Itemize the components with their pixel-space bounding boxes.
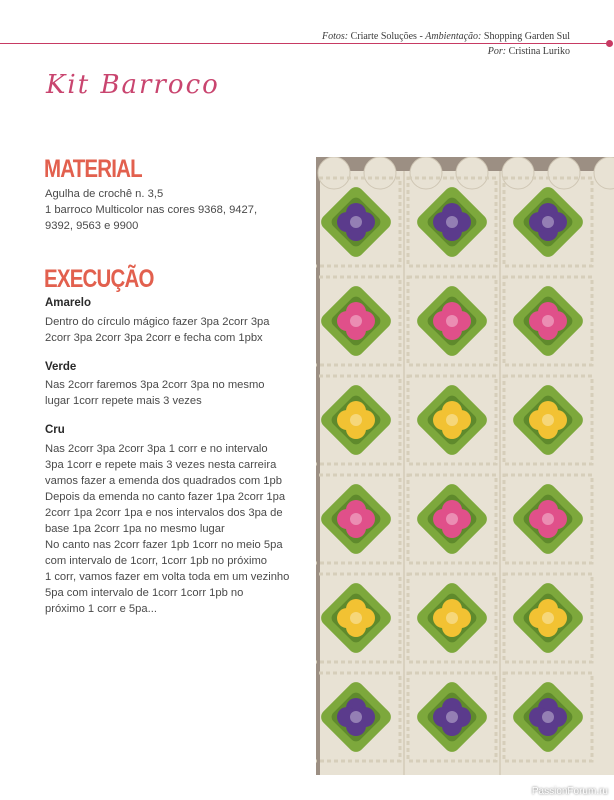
material-line: 9392, 9563 e 9900 [45, 220, 139, 232]
blanket-body [320, 171, 614, 775]
por-value: Cristina Luriko [508, 46, 570, 57]
ambientacao-value: Shopping Garden Sul [483, 31, 570, 42]
flower-center [542, 513, 554, 525]
ambientacao-label: Ambientação: [425, 31, 482, 42]
flower-center [542, 414, 554, 426]
instruction-line: vamos fazer a emenda dos quadrados com 1pb [45, 475, 282, 487]
cru-instructions [45, 441, 307, 617]
header-rule [0, 43, 608, 44]
cru-title: Cru [45, 424, 65, 436]
verde-title: Verde [45, 361, 77, 373]
material-line: 1 barroco Multicolor nas cores 9368, 9427, [45, 204, 258, 216]
material-heading: MATERIAL [44, 155, 142, 183]
fotos-label: Fotos: [321, 31, 349, 42]
flower-center [446, 216, 458, 228]
flower-center [446, 315, 458, 327]
instruction-line: Depois da emenda no canto fazer 1pa 2corr 1pa [45, 491, 286, 503]
instruction-line: Nas 2corr 3pa 2corr 3pa 1 corr e no intervalo [45, 443, 268, 455]
instruction-line: próximo 1 corr e 5pa... [45, 603, 157, 615]
instruction-line: Nas 2corr faremos 3pa 2corr 3pa no mesmo [45, 379, 265, 391]
execucao-heading: EXECUÇÃO [44, 265, 154, 293]
instruction-line: 3pa 1corr e repete mais 3 vezes nesta carreira [45, 459, 277, 471]
flower-center [350, 414, 362, 426]
scallop [502, 157, 534, 189]
material-line: Agulha de crochê n. 3,5 [45, 188, 164, 200]
scallop [410, 157, 442, 189]
flower-center [542, 711, 554, 723]
amarelo-instructions [45, 314, 307, 346]
instruction-line: 1 corr, vamos fazer em volta toda em um vezinho [45, 571, 290, 583]
instruction-line: 2corr 3pa 2corr 3pa 2corr e fecha com 1pbx [45, 332, 263, 344]
instruction-line: base 1pa 2corr 1pa no mesmo lugar [45, 523, 225, 535]
author-credit [488, 46, 570, 57]
instruction-line: 5pa com intervalo de 1corr 1corr 1pb no [45, 587, 244, 599]
photo-credits [322, 31, 570, 42]
flower-center [350, 216, 362, 228]
instruction-line: 2corr 1pa 2corr 1pa e nos intervalos dos 3pa de [45, 507, 283, 519]
credit-separator: - [419, 31, 423, 42]
scallop [548, 157, 580, 189]
watermark: PassionForum.ru [531, 786, 608, 797]
flower-center [350, 315, 362, 327]
instruction-line: com intervalo de 1corr, 1corr 1pb no próximo [45, 555, 267, 567]
por-label: Por: [487, 46, 507, 57]
page-title: Kit Barroco [46, 70, 220, 100]
verde-instructions [45, 377, 307, 409]
flower-center [542, 315, 554, 327]
material-list [45, 186, 307, 234]
crochet-blanket-photo [316, 157, 614, 775]
flower-center [446, 414, 458, 426]
fotos-value: Criarte Soluções [350, 31, 417, 42]
flower-center [350, 612, 362, 624]
flower-center [542, 612, 554, 624]
flower-center [446, 711, 458, 723]
flower-center [446, 612, 458, 624]
flower-center [542, 216, 554, 228]
scallop [456, 157, 488, 189]
instruction-line: lugar 1corr repete mais 3 vezes [45, 395, 202, 407]
flower-center [350, 513, 362, 525]
instruction-line: No canto nas 2corr fazer 1pb 1corr no meio 5pa [45, 539, 283, 551]
scallop [318, 157, 350, 189]
amarelo-title: Amarelo [45, 297, 92, 309]
flower-center [350, 711, 362, 723]
scallop [364, 157, 396, 189]
flower-center [446, 513, 458, 525]
instruction-line: Dentro do círculo mágico fazer 3pa 2corr 3pa [45, 316, 270, 328]
